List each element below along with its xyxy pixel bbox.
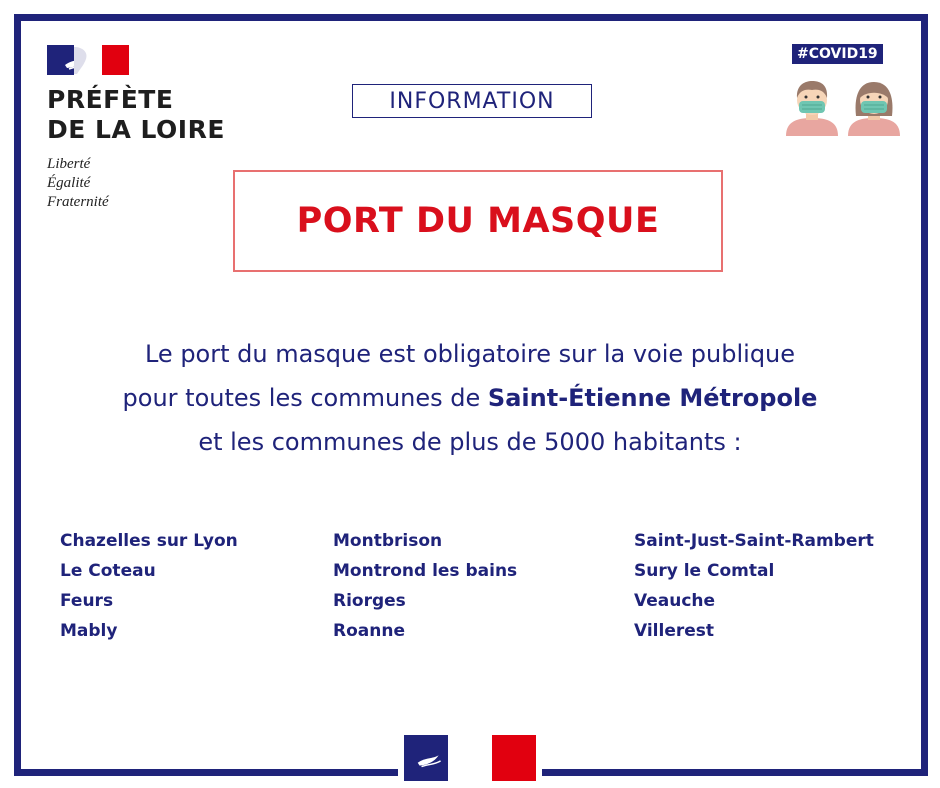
information-badge: INFORMATION [352,84,592,118]
commune-item: Sury le Comtal [634,561,775,581]
motto-liberte: Liberté [47,156,91,172]
bottom-marianne-logo [398,732,542,784]
french-flag-icon [47,45,129,75]
lead-line-1: Le port du masque est obligatoire sur la voie publique [144,340,796,368]
masked-woman-icon [848,82,900,136]
commune-item: Montbrison [333,531,443,551]
commune-item: Riorges [333,591,406,611]
lead-line-2-text: pour toutes les communes de [122,384,488,412]
commune-item: Montrond les bains [333,561,518,581]
masked-man-icon [786,81,838,136]
republic-motto [47,155,262,212]
covid-hashtag: #COVID19 [792,44,883,64]
prefecture-name-line2: DE LA LOIRE [47,115,225,144]
commune-item: Roanne [333,621,405,641]
lead-line-3: et les communes de plus de 5000 habitants : [198,428,742,456]
commune-item: Feurs [60,591,114,611]
commune-item: Mably [60,621,118,641]
page-title: PORT DU MASQUE [233,170,723,272]
french-flag-icon [404,735,536,781]
lead-line-2 [30,376,910,420]
communes-column-3 [634,526,874,646]
communes-column-1 [60,526,238,646]
prefecture-logo [47,45,262,212]
commune-item: Villerest [634,621,715,641]
commune-item: Le Coteau [60,561,156,581]
masked-people-icon [782,78,904,136]
commune-item: Saint-Just-Saint-Rambert [634,531,874,551]
metropole-name: Saint-Étienne Métropole [487,384,818,412]
lead-paragraph [30,332,910,464]
motto-egalite: Égalité [47,175,91,191]
prefecture-name [47,85,262,145]
marianne-logo-icon [412,745,452,773]
prefecture-name-line1: PRÉFÈTE [47,85,174,114]
commune-item: Veauche [634,591,716,611]
commune-item: Chazelles sur Lyon [60,531,238,551]
communes-column-2 [333,526,517,646]
motto-fraternite: Fraternité [47,194,109,210]
